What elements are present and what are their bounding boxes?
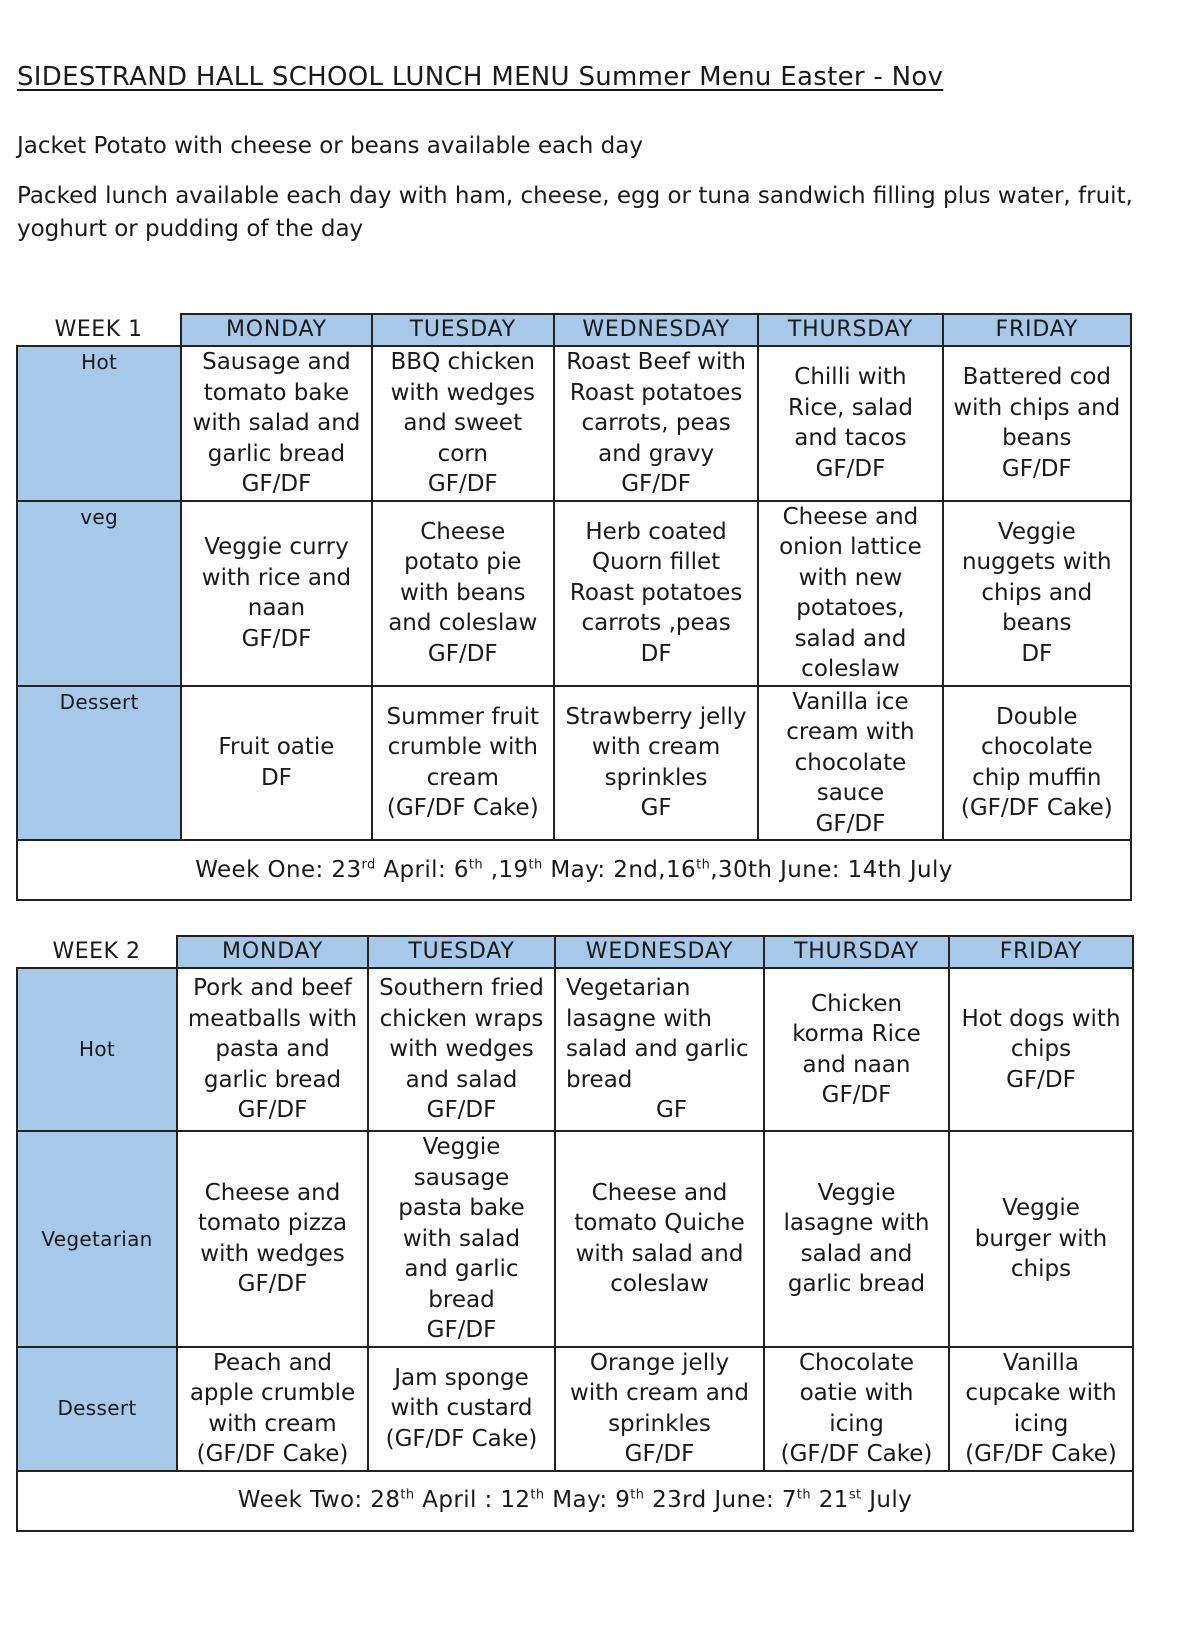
week1-veg-tuesday: Cheese potato pie with beans and coleslaw GF/DF [372,501,554,686]
week1-hot-thursday: Chilli with Rice, salad and tacos GF/DF [758,346,942,501]
week2-hot-monday: Pork and beef meatballs with pasta and garlic bread GF/DF [177,968,368,1131]
week1-hot-tuesday: BBQ chicken with wedges and sweet corn GF/DF [372,346,554,501]
week2-hot-friday: Hot dogs with chips GF/DF [949,968,1133,1131]
week1-dessert-thursday: Vanilla ice cream with chocolate sauce GF/DF [758,686,942,841]
week1-day-wednesday: WEDNESDAY [554,314,758,346]
week1-dessert-monday: Fruit oatie DF [181,686,371,841]
week2-veg-friday: Veggie burger with chips [949,1131,1133,1347]
week1-hot-friday: Battered cod with chips and beans GF/DF [943,346,1131,501]
week2-day-friday: FRIDAY [949,936,1133,968]
week2-day-tuesday: TUESDAY [368,936,555,968]
week1-veg-friday: Veggie nuggets with chips and beans DF [943,501,1131,686]
week2-hot-tuesday: Southern fried chicken wraps with wedges and salad GF/DF [368,968,555,1131]
packed-lunch-note: Packed lunch available each day with ham, cheese, egg or tuna sandwich filling plus water, fruit, yoghurt or pudding of the day [17,183,1133,242]
week2-day-monday: MONDAY [177,936,368,968]
week1-menu-table [16,313,1132,901]
week2-veg-thursday: Veggie lasagne with salad and garlic bread [764,1131,949,1347]
week1-row-label-dessert: Dessert [17,686,181,841]
week2-label: WEEK 2 [17,936,177,968]
page-title: SIDESTRAND HALL SCHOOL LUNCH MENU Summer Menu Easter - Nov [17,62,944,92]
week2-dessert-thursday: Chocolate oatie with icing (GF/DF Cake) [764,1347,949,1471]
week1-day-thursday: THURSDAY [758,314,942,346]
week1-row-label-veg: veg [17,501,181,686]
week2-hot-thursday: Chicken korma Rice and naan GF/DF [764,968,949,1131]
week1-dates: Week One: 23rd April: 6th ,19th May: 2nd,16th,30th June: 14th July [17,840,1131,900]
week2-row-label-vegetarian: Vegetarian [17,1131,177,1347]
week1-veg-wednesday: Herb coated Quorn fillet Roast potatoes carrots ,peas DF [554,501,758,686]
week2-hot-wednesday: Vegetarian lasagne with salad and garlic bread GF [555,968,764,1131]
week2-veg-tuesday: Veggie sausage pasta bake with salad and garlic bread GF/DF [368,1131,555,1347]
week2-dates: Week Two: 28th April : 12th May: 9th 23rd June: 7th 21st July [17,1471,1133,1531]
week1-dessert-friday: Double chocolate chip muffin (GF/DF Cake) [943,686,1131,841]
week2-dessert-tuesday: Jam sponge with custard (GF/DF Cake) [368,1347,555,1471]
week1-veg-monday: Veggie curry with rice and naan GF/DF [181,501,371,686]
week1-day-monday: MONDAY [181,314,371,346]
week2-day-thursday: THURSDAY [764,936,949,968]
week2-menu-table [16,935,1134,1532]
week1-row-label-hot: Hot [17,346,181,501]
week1-hot-wednesday: Roast Beef with Roast potatoes carrots, peas and gravy GF/DF [554,346,758,501]
week2-dessert-monday: Peach and apple crumble with cream (GF/DF Cake) [177,1347,368,1471]
week2-dessert-friday: Vanilla cupcake with icing (GF/DF Cake) [949,1347,1133,1471]
week1-hot-monday: Sausage and tomato bake with salad and garlic bread GF/DF [181,346,371,501]
week1-day-tuesday: TUESDAY [372,314,554,346]
week1-dessert-tuesday: Summer fruit crumble with cream (GF/DF Cake) [372,686,554,841]
week2-row-label-hot: Hot [17,968,177,1131]
week1-day-friday: FRIDAY [943,314,1131,346]
week2-day-wednesday: WEDNESDAY [555,936,764,968]
week2-dessert-wednesday: Orange jelly with cream and sprinkles GF/DF [555,1347,764,1471]
week2-veg-wednesday: Cheese and tomato Quiche with salad and coleslaw [555,1131,764,1347]
week2-row-label-dessert: Dessert [17,1347,177,1471]
jacket-potato-note: Jacket Potato with cheese or beans available each day [17,133,643,159]
week1-label: WEEK 1 [17,314,181,346]
week1-dessert-wednesday: Strawberry jelly with cream sprinkles GF [554,686,758,841]
week2-veg-monday: Cheese and tomato pizza with wedges GF/DF [177,1131,368,1347]
week1-veg-thursday: Cheese and onion lattice with new potatoes, salad and coleslaw [758,501,942,686]
